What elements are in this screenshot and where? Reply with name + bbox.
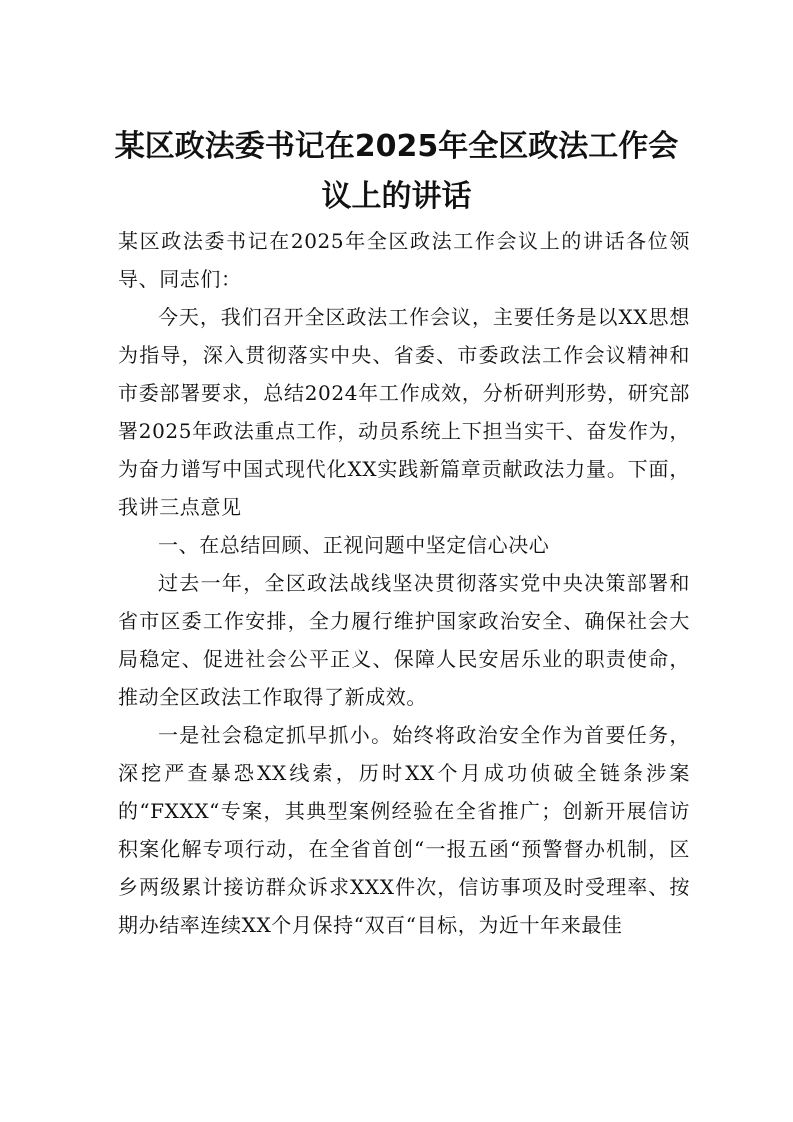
review-paragraph: 过去一年，全区政法战线坚决贯彻落实党中央决策部署和省市区委工作安排，全力履行维护国家政治安全、确保社会大局稳定、促进社会公平正义、保障人民安居乐业的职责使命，推动全区政法工作取得了新成效。	[118, 571, 690, 709]
stability-paragraph: 一是社会稳定抓早抓小。始终将政治安全作为首要任务，深挖严查暴恐XX线索，历时XX个月成功侦破全链条涉案的“FXXX“专案，其典型案例经验在全省推广；创新开展信访积案化解专项行动，在全省首创“一报五函“预警督办机制，区乡两级累计接访群众诉求XXX件次，信访事项及时受理率、按期办结率连续XX个月保持“双百“目标，为近十年来最佳	[118, 723, 690, 937]
opening-paragraph: 某区政法委书记在2025年全区政法工作会议上的讲话各位领导、同志们：	[118, 229, 690, 291]
intro-paragraph: 今天，我们召开全区政法工作会议，主要任务是以XX思想为指导，深入贯彻落实中央、省委、市委政法工作会议精神和市委部署要求，总结2024年工作成效，分析研判形势，研究部署2025年政法重点工作，动员系统上下担当实干、奋发作为，为奋力谱写中国式现代化XX实践新篇章贡献政法力量。下面，我讲三点意见	[118, 305, 690, 519]
document-body	[118, 222, 690, 944]
document-title: 某区政法委书记在2025年全区政法工作会议上的讲话	[114, 129, 679, 214]
section-heading-one: 一、在总结回顾、正视问题中坚定信心决心	[158, 533, 550, 557]
